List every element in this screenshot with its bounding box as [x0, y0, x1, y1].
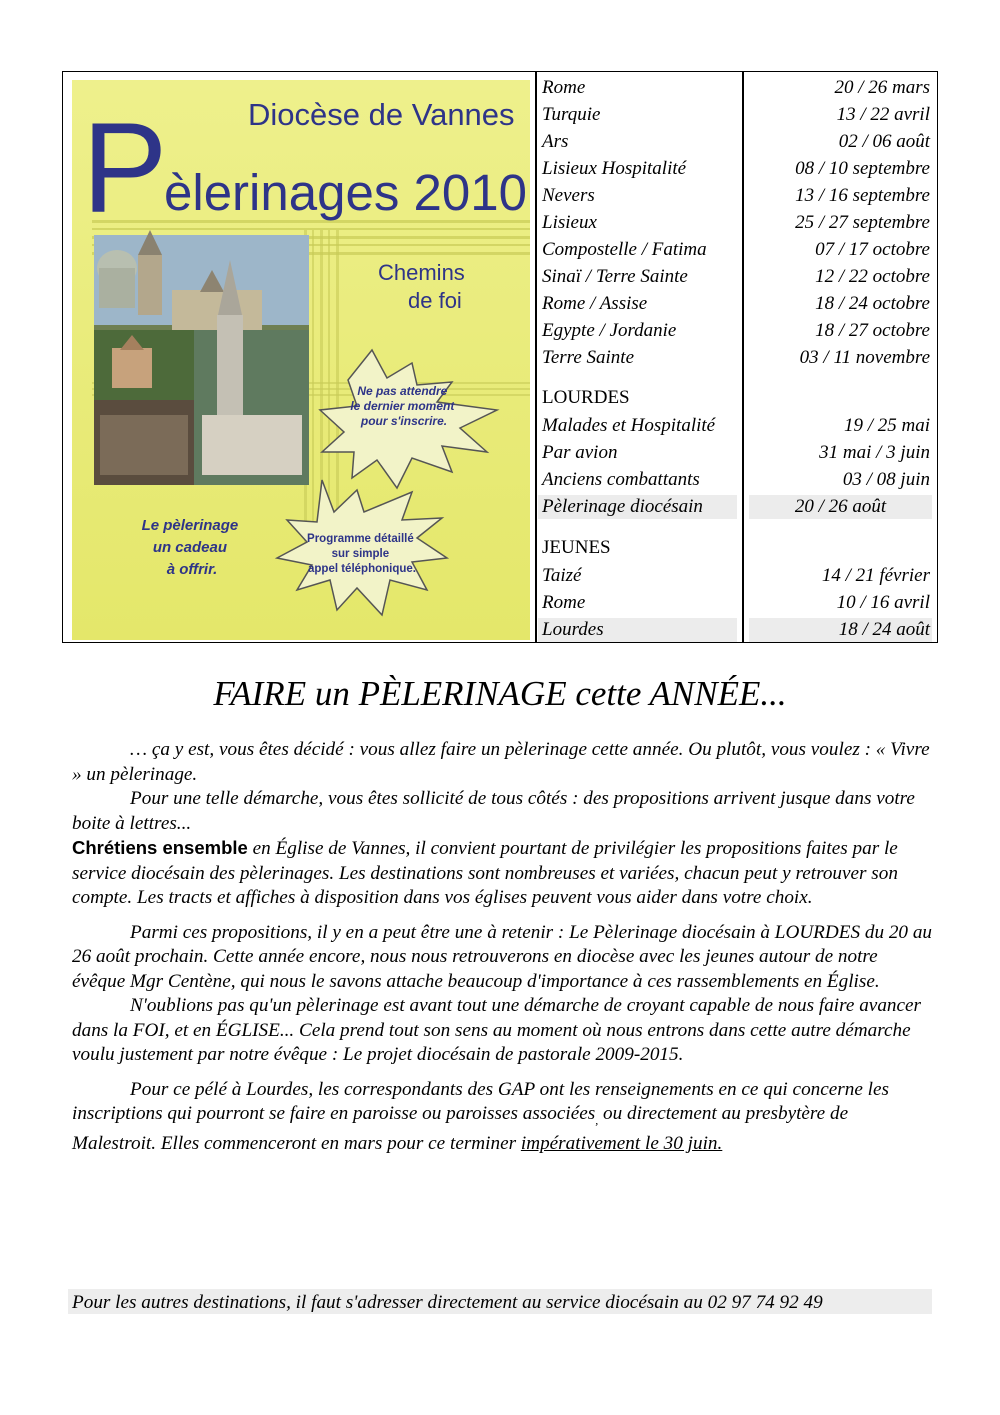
gift-line3: à offrir.	[166, 561, 218, 578]
paragraph-5: N'oublions pas qu'un pèlerinage est avant tout une démarche de croyant capable de nous faire avancer dans la FOI, et en ÉGLISE... Cela prend tout son sens au moment où nous entrons dans cette autre démarche voulu justement par notre évêque : Le projet diocésain de pastorale 2009-2015.	[72, 995, 922, 1065]
schedule-date: 13 / 22 avril	[836, 104, 930, 125]
burst2-line2: sur simple	[331, 548, 390, 560]
burst1-line2: le dernier moment	[350, 399, 455, 413]
burst2-line1: Programme détaillé	[307, 533, 414, 545]
schedule-destination: Rome / Assise	[542, 293, 648, 314]
schedule-row	[535, 210, 938, 236]
gift-line2: un cadeau	[152, 539, 228, 556]
schedule-date: 20 / 26 août	[794, 496, 887, 517]
schedule-row	[535, 413, 938, 439]
schedule-destination: Lisieux	[542, 212, 597, 233]
pilgrimage-poster	[72, 80, 530, 640]
footer-contact-note: Pour les autres destinations, il faut s'adresser directement au service diocésain au 02 97 74 92 49	[68, 1289, 932, 1314]
schedule-row	[535, 318, 938, 344]
pilgrimage-schedule	[535, 71, 938, 643]
schedule-date: 25 / 27 septembre	[795, 212, 930, 233]
section-heading-lourdes	[535, 385, 938, 411]
paragraph-6-comma: ,	[595, 1112, 599, 1127]
schedule-date: 18 / 24 octobre	[815, 293, 930, 314]
schedule-destination: Par avion	[542, 442, 618, 463]
paragraph-3	[72, 836, 934, 911]
schedule-destination: Terre Sainte	[542, 347, 635, 368]
poster-title: èlerinages 2010	[164, 164, 527, 221]
section-heading-text: LOURDES	[542, 387, 630, 408]
schedule-date: 13 / 16 septembre	[795, 185, 930, 206]
schedule-row	[535, 237, 938, 263]
schedule-date: 19 / 25 mai	[843, 415, 930, 436]
schedule-date: 18 / 24 août	[838, 619, 930, 640]
schedule-destination: Rome	[542, 77, 586, 98]
schedule-date: 03 / 11 novembre	[799, 347, 930, 368]
schedule-destination: Rome	[542, 592, 586, 613]
burst1-line3: pour s'inscrire.	[360, 414, 448, 428]
schedule-row	[535, 156, 938, 182]
schedule-date: 10 / 16 avril	[836, 592, 930, 613]
schedule-row	[535, 563, 938, 589]
schedule-date: 20 / 26 mars	[834, 77, 930, 98]
schedule-destination: Compostelle / Fatima	[542, 239, 707, 260]
schedule-destination: Sinaï / Terre Sainte	[542, 266, 688, 287]
schedule-row	[535, 129, 938, 155]
schedule-destination: Nevers	[542, 185, 595, 206]
schedule-row	[535, 102, 938, 128]
paragraph-6-underlined: impérativement le 30 juin.	[520, 1133, 723, 1155]
schedule-row-highlighted	[535, 617, 938, 643]
paragraph-2: Pour une telle démarche, vous êtes sollicité de tous côtés : des propositions arrivent jusque dans votre boite à lettres...	[72, 788, 915, 834]
schedule-destination: Egypte / Jordanie	[542, 320, 677, 341]
section-heading-text: JEUNES	[542, 537, 611, 558]
schedule-date: 12 / 22 octobre	[815, 266, 930, 287]
schedule-date: 14 / 21 février	[821, 565, 930, 586]
schedule-destination: Taizé	[542, 565, 582, 586]
church-photos	[94, 230, 309, 485]
schedule-date: 03 / 08 juin	[842, 469, 930, 490]
poster-diocese: Diocèse de Vannes	[248, 97, 515, 132]
poster-chemins-2: de foi	[408, 288, 462, 313]
schedule-date: 18 / 27 octobre	[815, 320, 930, 341]
burst2-line3: appel téléphonique.	[308, 563, 416, 575]
schedule-row	[535, 183, 938, 209]
schedule-row	[535, 345, 938, 371]
schedule-date: 07 / 17 octobre	[815, 239, 930, 260]
paragraph-6	[72, 1078, 934, 1157]
schedule-row	[535, 590, 938, 616]
schedule-row	[535, 440, 938, 466]
schedule-row	[535, 264, 938, 290]
burst1-line1: Ne pas attendre	[357, 384, 448, 398]
schedule-destination: Lisieux Hospitalité	[542, 158, 687, 179]
article-title: FAIRE un PÈLERINAGE cette ANNÉE...	[213, 674, 787, 713]
schedule-row-highlighted	[535, 494, 938, 520]
paragraph-1: … ça y est, vous êtes décidé : vous allez faire un pèlerinage cette année. Ou plutôt, vous voulez : « Vivre » un pèlerinage.	[72, 739, 930, 785]
svg-text:Ne pas attendre le derni	[350, 384, 457, 428]
paragraph-3-text: en Église de Vannes, il convient pourtant de privilégier les propositions faites par le service diocésain des pèlerinages. Les destinations sont nombreuses et variées, chacun peut y retrouver son compte. Les tracts et affiches à disposition dans vos églises peuvent vous aider dans votre choix.	[72, 838, 898, 908]
schedule-date: 02 / 06 août	[838, 131, 930, 152]
schedule-destination: Malades et Hospitalité	[542, 415, 716, 436]
poster-title-initial: P	[82, 97, 168, 240]
schedule-row	[535, 467, 938, 493]
paragraph-3-bold: Chrétiens ensemble	[72, 837, 248, 858]
paragraph-6-start: Pour ce pélé à Lourdes, les correspondants des GAP ont les renseignements en ce qui concerne les inscriptions qui pourront se faire en paroisse ou paroisses associées	[72, 1078, 889, 1124]
schedule-destination: Anciens combattants	[542, 469, 700, 490]
schedule-destination: Turquie	[542, 104, 601, 125]
gift-line1: Le pèlerinage	[141, 517, 239, 534]
paragraph-6-mid: ou directement au presbytère de Malestroit. Elles commenceront en mars pour ce terminer	[72, 1103, 849, 1155]
schedule-row	[535, 291, 938, 317]
poster-graphic	[72, 80, 530, 640]
poster-chemins-1: Chemins	[378, 260, 465, 285]
article-body	[72, 738, 934, 1157]
section-heading-jeunes	[535, 535, 938, 561]
schedule-destination: Ars	[542, 131, 569, 152]
schedule-destination: Pèlerinage diocésain	[542, 496, 703, 517]
schedule-date: 31 mai / 3 juin	[819, 442, 930, 463]
schedule-date: 08 / 10 septembre	[795, 158, 930, 179]
paragraph-4: Parmi ces propositions, il y en a peut être une à retenir : Le Pèlerinage diocésain à LOURDES du 20 au 26 août prochain. Cette année encore, nous nous retrouverons en diocèse avec les jeunes autour de notre évêque Mgr Centène, qui nous le savons attache beaucoup d'importance à ces rassemblements en Église.	[72, 921, 933, 992]
schedule-destination: Lourdes	[542, 619, 604, 640]
schedule-row	[535, 75, 938, 101]
